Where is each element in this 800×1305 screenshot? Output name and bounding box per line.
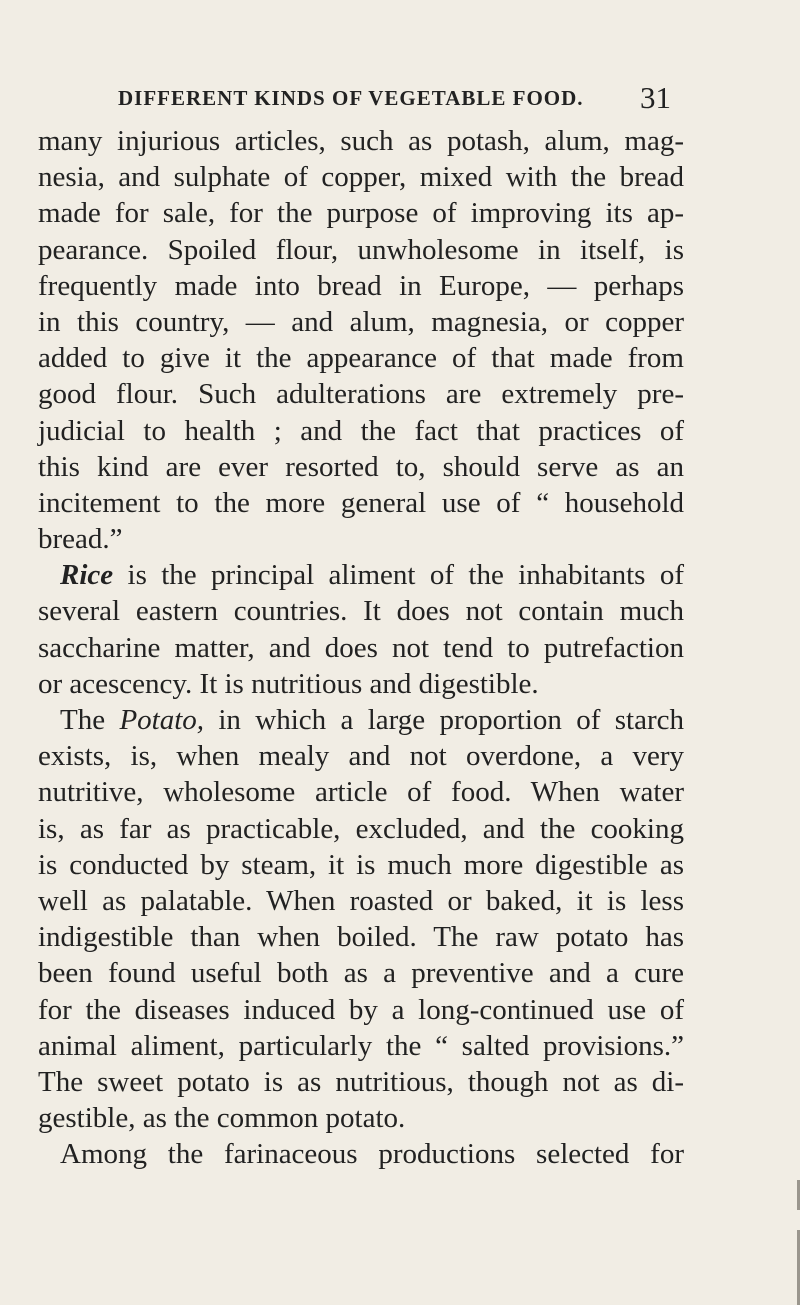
- text-line: added to give it the appearance of that made from: [38, 342, 684, 375]
- body-text: [38, 123, 684, 1172]
- text-line: is, as far as practicable, excluded, and the cooking: [38, 812, 684, 845]
- text-line: indigestible than when boiled. The raw potato has: [38, 921, 684, 954]
- text-line: frequently made into bread in Europe, — perhaps: [38, 269, 684, 302]
- text-line: is conducted by steam, it is much more digestible as: [38, 848, 684, 881]
- text-line: bread.”: [38, 523, 123, 556]
- term-rice: Rice: [60, 559, 114, 592]
- text-line: this kind are ever resorted to, should serve as an: [38, 450, 684, 483]
- text-line: good flour. Such adulterations are extremely pre-: [38, 378, 684, 411]
- text-line-rice: Rice is the principal aliment of the inhabitants of: [60, 559, 684, 592]
- text-line-potato: The Potato, in which a large proportion of starch: [60, 704, 684, 736]
- text-line: made for sale, for the purpose of improving its ap-: [38, 197, 684, 230]
- text-line: The sweet potato is as nutritious, though not as di-: [38, 1065, 684, 1098]
- text-line: well as palatable. When roasted or baked, it is less: [38, 884, 684, 917]
- text-line: in this country, — and alum, magnesia, or copper: [38, 305, 684, 338]
- term-potato: Potato,: [119, 704, 205, 736]
- text-line: gestible, as the common potato.: [38, 1102, 406, 1135]
- text-line: saccharine matter, and does not tend to putrefaction: [38, 631, 684, 664]
- text-line: several eastern countries. It does not contain much: [38, 595, 684, 628]
- text-line: been found useful both as a preventive and a cure: [38, 957, 684, 990]
- text-line: incitement to the more general use of “ household: [38, 486, 684, 519]
- text-line: many injurious articles, such as potash, alum, mag-: [38, 125, 684, 157]
- running-head: [0, 80, 800, 115]
- text-line: nutritive, wholesome article of food. When water: [38, 776, 684, 809]
- text-line: nesia, and sulphate of copper, mixed with the bread: [38, 161, 684, 194]
- text-line: exists, is, when mealy and not overdone, a very: [38, 740, 684, 773]
- running-title: DIFFERENT KINDS OF VEGETABLE FOOD.: [118, 86, 584, 110]
- text-line: animal aliment, particularly the “ salted provisions.”: [38, 1029, 684, 1062]
- text-line: pearance. Spoiled flour, unwholesome in itself, is: [38, 233, 684, 266]
- page-number: 31: [640, 80, 671, 115]
- text-line: Among the farinaceous productions selected for: [60, 1138, 684, 1171]
- text-line: for the diseases induced by a long-continued use of: [38, 993, 684, 1026]
- text-line: or acescency. It is nutritious and digestible.: [38, 667, 539, 700]
- text-line: judicial to health ; and the fact that practices of: [38, 414, 684, 447]
